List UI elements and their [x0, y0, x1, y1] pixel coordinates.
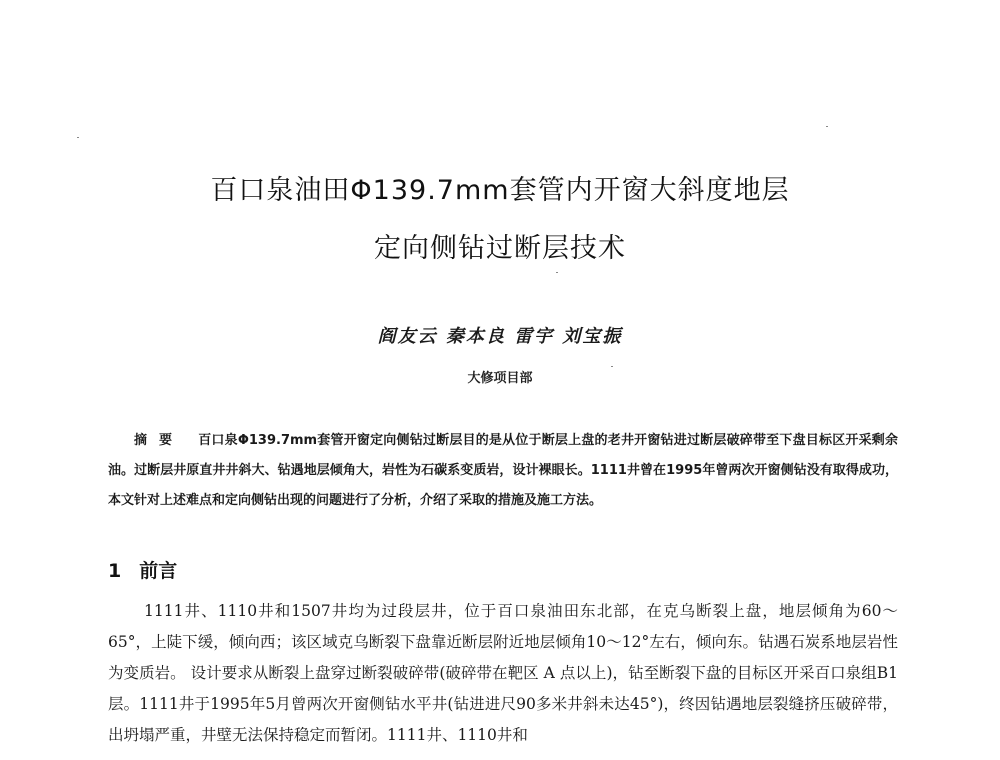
scan-speck [77, 137, 79, 138]
scan-speck [826, 126, 828, 127]
section-number: 1 [108, 560, 122, 582]
section-heading [108, 556, 177, 583]
affiliation: 大修项目部 [467, 371, 533, 386]
paper-title-line-1: 百口泉油田Φ139.7mm套管内开窗大斜度地层 [210, 175, 790, 206]
scan-speck [556, 272, 558, 273]
abstract-label: 摘要 [134, 433, 185, 448]
abstract [108, 426, 898, 516]
section-title: 前言 [139, 560, 178, 582]
paper-title-line-2: 定向侧钻过断层技术 [374, 233, 626, 264]
author-list: 阎友云 秦本良 雷宇 刘宝振 [377, 326, 623, 347]
body-paragraph: 1111井、1110井和1507井均为过段层井，位于百口泉油田东北部，在克乌断裂上盘，地层倾角为60～65°，上陡下缓，倾向西；该区域克乌断裂下盘靠近断层附近地层倾角10～12°左右，倾向东。钻遇石炭系地层岩性为变质岩。 设计要求从断裂上盘穿过断裂破碎带(破碎带在靶区 A 点以上)，钻至断裂下盘的目标区开采百口泉组B1层。1111井于1995年5月曾两次开窗侧钻水平井(钻进进尺90多米井斜未达45°)，终因钻遇地层裂缝挤压破碎带，出坍塌严重，井壁无法保持稳定而暂闭。1111井、1110井和 [108, 602, 898, 744]
abstract-text: 百口泉Φ139.7mm套管开窗定向侧钻过断层目的是从位于断层上盘的老井开窗钻进过断层破碎带至下盘目标区开采剩余油。过断层井原直井井斜大、钻遇地层倾角大，岩性为石碳系变质岩，设计裸眼长。1111井曾在1995年曾两次开窗侧钻没有取得成功，本文针对上述难点和定向侧钻出现的问题进行了分析，介绍了采取的措施及施工方法。 [108, 433, 898, 508]
